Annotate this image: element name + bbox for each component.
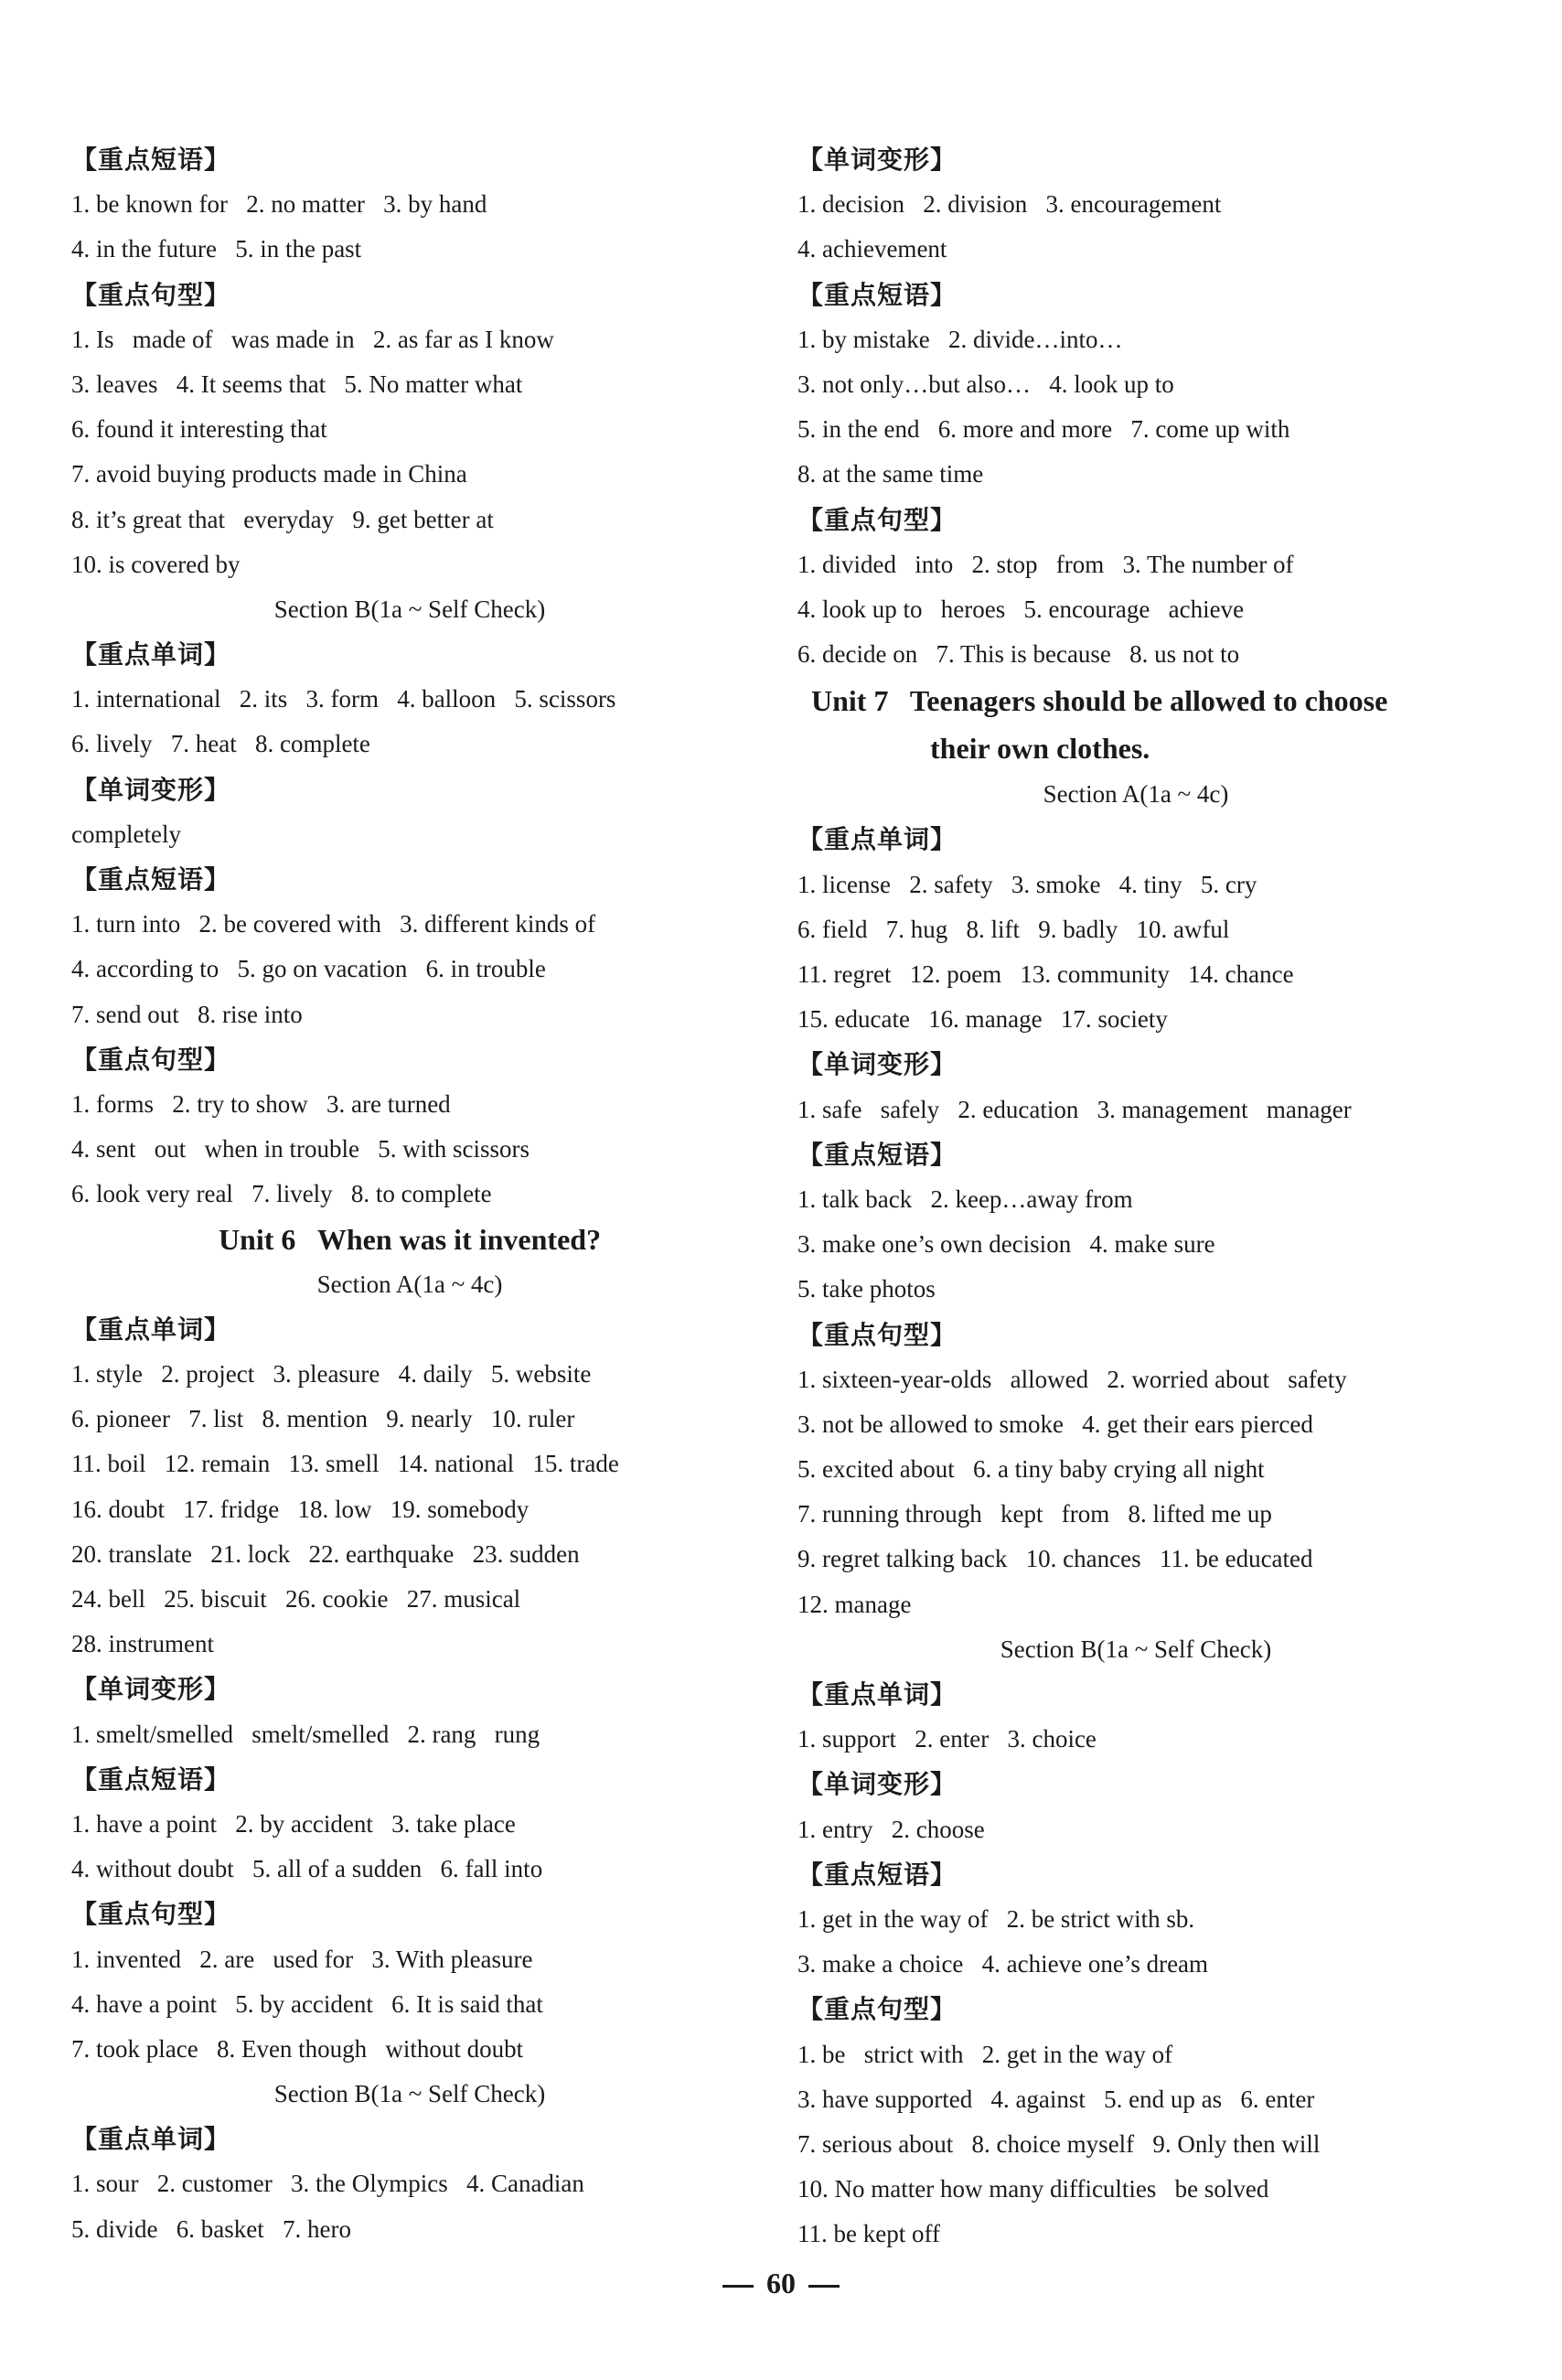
answer-line: completely: [71, 820, 181, 848]
answer-line: 1. style 2. project 3. pleasure 4. daily 5. website: [71, 1360, 592, 1388]
answer-line: 1. Is made of was made in 2. as far as I know: [71, 325, 554, 353]
section-header: 【重点句型】: [797, 1994, 958, 2025]
answer-line: 1. get in the way of 2. be strict with sb.: [797, 1904, 1195, 1933]
answer-line: 1. safe safely 2. education 3. management manager: [797, 1095, 1352, 1123]
answer-line: 3. make a choice 4. achieve one’s dream: [797, 1950, 1209, 1978]
answer-line: 6. field 7. hug 8. lift 9. badly 10. awful: [797, 915, 1230, 943]
answer-line: 3. have supported 4. against 5. end up as 6. enter: [797, 2085, 1315, 2113]
answer-line: 1. license 2. safety 3. smoke 4. tiny 5. cry: [797, 870, 1257, 898]
answer-line: 6. pioneer 7. list 8. mention 9. nearly 10. ruler: [71, 1405, 575, 1433]
section-header: 【重点短语】: [71, 864, 231, 895]
answer-line: 1. sixteen-year-olds allowed 2. worried about safety: [797, 1365, 1347, 1393]
unit-title-continued: their own clothes.: [930, 732, 1150, 766]
answer-line: 20. translate 21. lock 22. earthquake 23. sudden: [71, 1539, 580, 1568]
section-title: Section B(1a ~ Self Check): [273, 595, 546, 623]
left-column: [71, 137, 748, 2252]
section-header: 【单词变形】: [797, 145, 958, 175]
section-header: 【单词变形】: [797, 1769, 958, 1800]
page-number-value: 60: [766, 2267, 796, 2300]
unit-title: Unit 6 When was it invented?: [218, 1222, 602, 1256]
answer-line: 1. sour 2. customer 3. the Olympics 4. Canadian: [71, 2170, 584, 2198]
answer-line: 10. is covered by: [71, 550, 241, 578]
answer-line: 1. smelt/smelled smelt/smelled 2. rang rung: [71, 1720, 540, 1748]
answer-line: 3. not be allowed to smoke 4. get their ears pierced: [797, 1410, 1313, 1438]
section-title: Section A(1a ~ 4c): [316, 1270, 503, 1298]
answer-line: 4. achievement: [797, 235, 947, 263]
section-header: 【重点短语】: [797, 1859, 958, 1890]
section-header: 【重点句型】: [797, 504, 958, 535]
answer-line: 1. talk back 2. keep…away from: [797, 1185, 1133, 1213]
answer-line: 3. leaves 4. It seems that 5. No matter what: [71, 370, 523, 398]
section-header: 【重点单词】: [797, 1679, 958, 1710]
section-header: 【重点单词】: [71, 1313, 231, 1345]
page-number-dash-left: [722, 2285, 754, 2288]
section-header: 【重点短语】: [71, 145, 231, 175]
answer-line: 10. No matter how many difficulties be solved: [797, 2175, 1269, 2203]
section-header: 【单词变形】: [71, 774, 231, 805]
answer-line: 1. entry 2. choose: [797, 1815, 985, 1843]
section-header: 【重点句型】: [71, 279, 231, 310]
section-header: 【重点短语】: [797, 1139, 958, 1170]
answer-line: 1. be strict with 2. get in the way of: [797, 2040, 1173, 2068]
answer-line: 7. serious about 8. choice myself 9. Only then will: [797, 2129, 1321, 2158]
answer-line: 1. be known for 2. no matter 3. by hand: [71, 190, 487, 219]
answer-line: 4. sent out when in trouble 5. with scissors: [71, 1135, 530, 1163]
answer-line: 3. not only…but also… 4. look up to: [797, 370, 1174, 398]
answer-line: 4. look up to heroes 5. encourage achieve: [797, 595, 1245, 623]
answer-line: 4. according to 5. go on vacation 6. in trouble: [71, 955, 546, 983]
answer-line: 7. avoid buying products made in China: [71, 460, 467, 488]
right-column: [797, 137, 1474, 2257]
answer-line: 4. have a point 5. by accident 6. It is said that: [71, 1989, 543, 2018]
answer-line: 1. invented 2. are used for 3. With pleasure: [71, 1945, 533, 1973]
section-header: 【重点句型】: [71, 1044, 231, 1075]
answer-line: 9. regret talking back 10. chances 11. be educated: [797, 1545, 1313, 1573]
answer-line: 1. decision 2. division 3. encouragement: [797, 190, 1222, 219]
answer-line: 8. it’s great that everyday 9. get better at: [71, 505, 494, 533]
answer-line: 5. in the end 6. more and more 7. come up with: [797, 415, 1290, 444]
answer-line: 1. international 2. its 3. form 4. balloon 5. scissors: [71, 685, 616, 713]
answer-line: 11. regret 12. poem 13. community 14. chance: [797, 960, 1294, 988]
section-header: 【重点短语】: [797, 279, 958, 310]
answer-line: 3. make one’s own decision 4. make sure: [797, 1230, 1215, 1259]
section-header: 【重点单词】: [71, 2124, 231, 2155]
unit-title: Unit 7 Teenagers should be allowed to choose: [811, 684, 1388, 718]
answer-line: 6. decide on 7. This is because 8. us not to: [797, 640, 1240, 669]
answer-line: 4. without doubt 5. all of a sudden 6. fall into: [71, 1855, 543, 1883]
answer-line: 1. turn into 2. be covered with 3. different kinds of: [71, 910, 596, 938]
section-header: 【重点句型】: [797, 1319, 958, 1350]
answer-line: 24. bell 25. biscuit 26. cookie 27. musical: [71, 1585, 521, 1613]
answer-line: 28. instrument: [71, 1630, 214, 1658]
section-header: 【重点句型】: [71, 1899, 231, 1930]
answer-line: 7. send out 8. rise into: [71, 1000, 303, 1028]
section-title: Section A(1a ~ 4c): [1043, 780, 1229, 809]
page-number: [0, 2267, 1562, 2300]
answer-line: 8. at the same time: [797, 460, 984, 488]
page-number-dash-right: [808, 2285, 840, 2288]
answer-line: 1. forms 2. try to show 3. are turned: [71, 1089, 451, 1118]
answer-line: 1. by mistake 2. divide…into…: [797, 325, 1123, 353]
answer-line: 15. educate 16. manage 17. society: [797, 1005, 1168, 1034]
section-title: Section B(1a ~ Self Check): [273, 2080, 546, 2108]
answer-line: 6. look very real 7. lively 8. to complete: [71, 1180, 492, 1208]
answer-line: 6. found it interesting that: [71, 415, 327, 444]
answer-line: 5. take photos: [797, 1275, 936, 1303]
answer-line: 1. support 2. enter 3. choice: [797, 1725, 1097, 1753]
answer-line: 5. divide 6. basket 7. hero: [71, 2214, 351, 2243]
answer-line: 11. boil 12. remain 13. smell 14. national 15. trade: [71, 1450, 619, 1478]
section-header: 【重点短语】: [71, 1764, 231, 1795]
answer-line: 12. manage: [797, 1590, 912, 1618]
answer-line: 7. took place 8. Even though without doubt: [71, 2034, 524, 2063]
answer-line: 16. doubt 17. fridge 18. low 19. somebody: [71, 1495, 530, 1523]
answer-line: 1. divided into 2. stop from 3. The number of: [797, 550, 1294, 578]
answer-line: 5. excited about 6. a tiny baby crying all night: [797, 1455, 1265, 1484]
section-header: 【重点单词】: [797, 824, 958, 855]
answer-line: 11. be kept off: [797, 2220, 940, 2248]
section-title: Section B(1a ~ Self Check): [1000, 1635, 1272, 1663]
answer-line: 7. running through kept from 8. lifted me up: [797, 1500, 1272, 1528]
section-header: 【单词变形】: [797, 1049, 958, 1080]
section-header: 【重点单词】: [71, 639, 231, 670]
section-header: 【单词变形】: [71, 1674, 231, 1705]
answer-line: 1. have a point 2. by accident 3. take place: [71, 1809, 516, 1838]
answer-line: 6. lively 7. heat 8. complete: [71, 730, 370, 758]
answer-line: 4. in the future 5. in the past: [71, 235, 362, 263]
